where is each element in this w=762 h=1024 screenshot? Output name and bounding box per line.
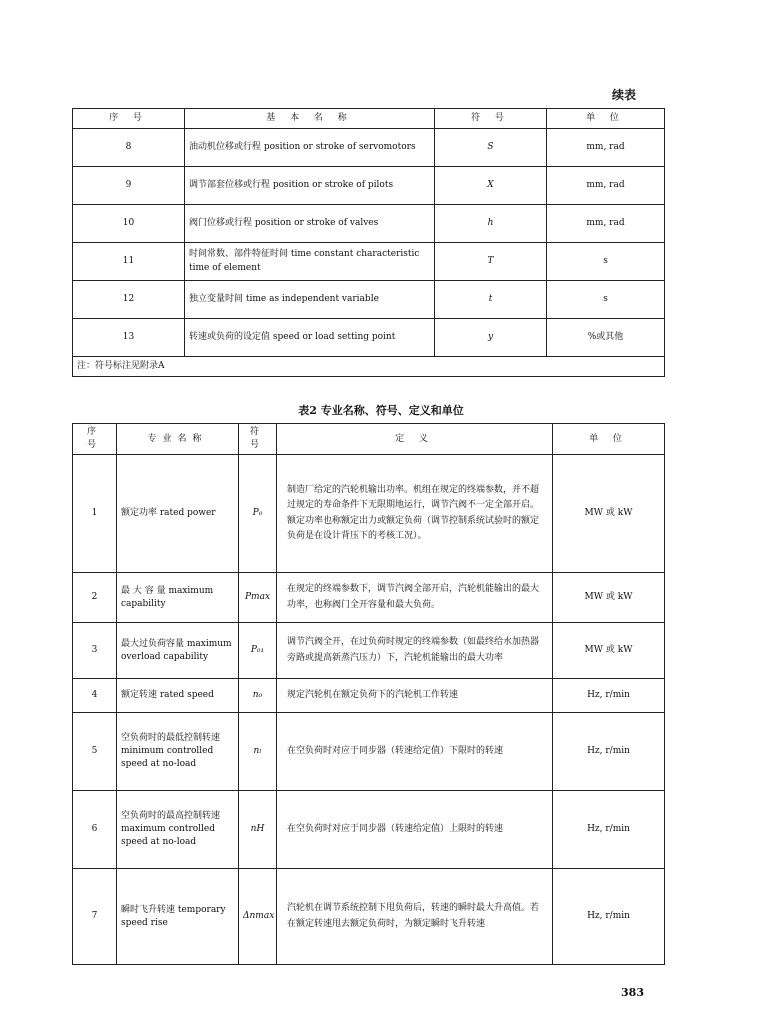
table1-note: 注：符号标注见附录A: [73, 357, 665, 377]
table1-header-unit: 单 位: [547, 109, 665, 129]
term-name: 独立变量时间 time as independent variable: [185, 281, 435, 319]
row-number: 6: [73, 791, 117, 869]
table-row: [73, 205, 665, 243]
term-name: 空负荷时的最低控制转速 minimum controlled speed at no-load: [117, 713, 239, 791]
term-unit: MW 或 kW: [553, 623, 665, 679]
term-name: 瞬时飞升转速 temporary speed rise: [117, 869, 239, 965]
term-definition: 规定汽轮机在额定负荷下的汽轮机工作转速: [277, 679, 553, 713]
row-number: 10: [73, 205, 185, 243]
table-row: [73, 455, 665, 573]
term-unit: %或其他: [547, 319, 665, 357]
term-symbol: P₀₁: [239, 623, 277, 679]
term-name: 空负荷时的最高控制转速 maximum controlled speed at no-load: [117, 791, 239, 869]
term-definition: 在空负荷时对应于同步器（转速给定值）下限时的转速: [277, 713, 553, 791]
table2-header-name: 专业名称: [117, 424, 239, 455]
table-row: [73, 869, 665, 965]
term-symbol: Pmax: [239, 573, 277, 623]
term-symbol: nₗ: [239, 713, 277, 791]
row-number: 11: [73, 243, 185, 281]
term-unit: Hz, r/min: [553, 713, 665, 791]
table-row: [73, 167, 665, 205]
table1-header-name: 基 本 名 称: [185, 109, 435, 129]
row-number: 4: [73, 679, 117, 713]
term-unit: s: [547, 281, 665, 319]
continued-label: 续表: [611, 88, 636, 102]
term-unit: mm, rad: [547, 205, 665, 243]
table2-header-no: 序 号: [73, 424, 117, 455]
table2-header-definition: 定 义: [277, 424, 553, 455]
term-name: 最 大 容 量 maximum capability: [117, 573, 239, 623]
term-name: 转速或负荷的设定值 speed or load setting point: [185, 319, 435, 357]
row-number: 12: [73, 281, 185, 319]
term-symbol: y: [435, 319, 547, 357]
table1-header-symbol: 符 号: [435, 109, 547, 129]
table-row: [73, 573, 665, 623]
table2-caption: 表2 专业名称、符号、定义和单位: [298, 404, 464, 417]
row-number: 2: [73, 573, 117, 623]
row-number: 5: [73, 713, 117, 791]
table-row: [73, 129, 665, 167]
row-number: 8: [73, 129, 185, 167]
table1-header-row: [73, 109, 665, 129]
table-row: [73, 713, 665, 791]
term-name: 时间常数、部件特征时间 time constant characteristic time of element: [185, 243, 435, 281]
term-name: 调节部套位移或行程 position or stroke of pilots: [185, 167, 435, 205]
term-name: 最大过负荷容量 maximum overload capability: [117, 623, 239, 679]
table2-header-symbol: 符 号: [239, 424, 277, 455]
row-number: 3: [73, 623, 117, 679]
table-row: [73, 281, 665, 319]
term-name: 额定转速 rated speed: [117, 679, 239, 713]
row-number: 1: [73, 455, 117, 573]
term-symbol: nH: [239, 791, 277, 869]
table-row: [73, 623, 665, 679]
term-symbol: t: [435, 281, 547, 319]
table2-header-unit: 单 位: [553, 424, 665, 455]
table-2: [72, 423, 665, 965]
table-row: [73, 679, 665, 713]
term-name: 额定功率 rated power: [117, 455, 239, 573]
table1-note-row: [73, 357, 665, 377]
term-definition: 在空负荷时对应于同步器（转速给定值）上限时的转速: [277, 791, 553, 869]
term-name: 油动机位移或行程 position or stroke of servomotors: [185, 129, 435, 167]
term-symbol: X: [435, 167, 547, 205]
table-row: [73, 319, 665, 357]
row-number: 7: [73, 869, 117, 965]
term-definition: 调节汽阀全开，在过负荷时规定的终端参数（如最终给水加热器旁路或提高新蒸汽压力）下，汽轮机能输出的最大功率: [277, 623, 553, 679]
row-number: 9: [73, 167, 185, 205]
table1-header-no: 序 号: [73, 109, 185, 129]
term-unit: MW 或 kW: [553, 455, 665, 573]
term-symbol: S: [435, 129, 547, 167]
term-name: 阀门位移或行程 position or stroke of valves: [185, 205, 435, 243]
term-unit: MW 或 kW: [553, 573, 665, 623]
table-1: [72, 108, 665, 377]
row-number: 13: [73, 319, 185, 357]
term-unit: Hz, r/min: [553, 791, 665, 869]
term-symbol: Δnmax: [239, 869, 277, 965]
term-unit: mm, rad: [547, 167, 665, 205]
term-unit: Hz, r/min: [553, 869, 665, 965]
term-definition: 在规定的终端参数下，调节汽阀全部开启，汽轮机能输出的最大功率，也称阀门全开容量和最大负荷。: [277, 573, 553, 623]
term-unit: mm, rad: [547, 129, 665, 167]
term-definition: 汽轮机在调节系统控制下甩负荷后，转速的瞬时最大升高值。若在额定转速甩去额定负荷时，为额定瞬时飞升转速: [277, 869, 553, 965]
table-row: [73, 791, 665, 869]
term-unit: Hz, r/min: [553, 679, 665, 713]
term-symbol: h: [435, 205, 547, 243]
term-unit: s: [547, 243, 665, 281]
page-number: 383: [621, 986, 644, 999]
term-definition: 制造厂给定的汽轮机输出功率。机组在规定的终端参数，并不超过规定的寿命条件下无限期地运行，调节汽阀不一定全部开启。额定功率也称额定出力或额定负荷（调节控制系统试验时的额定负荷是在设计背压下的考核工况）。: [277, 455, 553, 573]
term-symbol: n₀: [239, 679, 277, 713]
table-row: [73, 243, 665, 281]
term-symbol: P₀: [239, 455, 277, 573]
term-symbol: T: [435, 243, 547, 281]
table2-header-row: [73, 424, 665, 455]
